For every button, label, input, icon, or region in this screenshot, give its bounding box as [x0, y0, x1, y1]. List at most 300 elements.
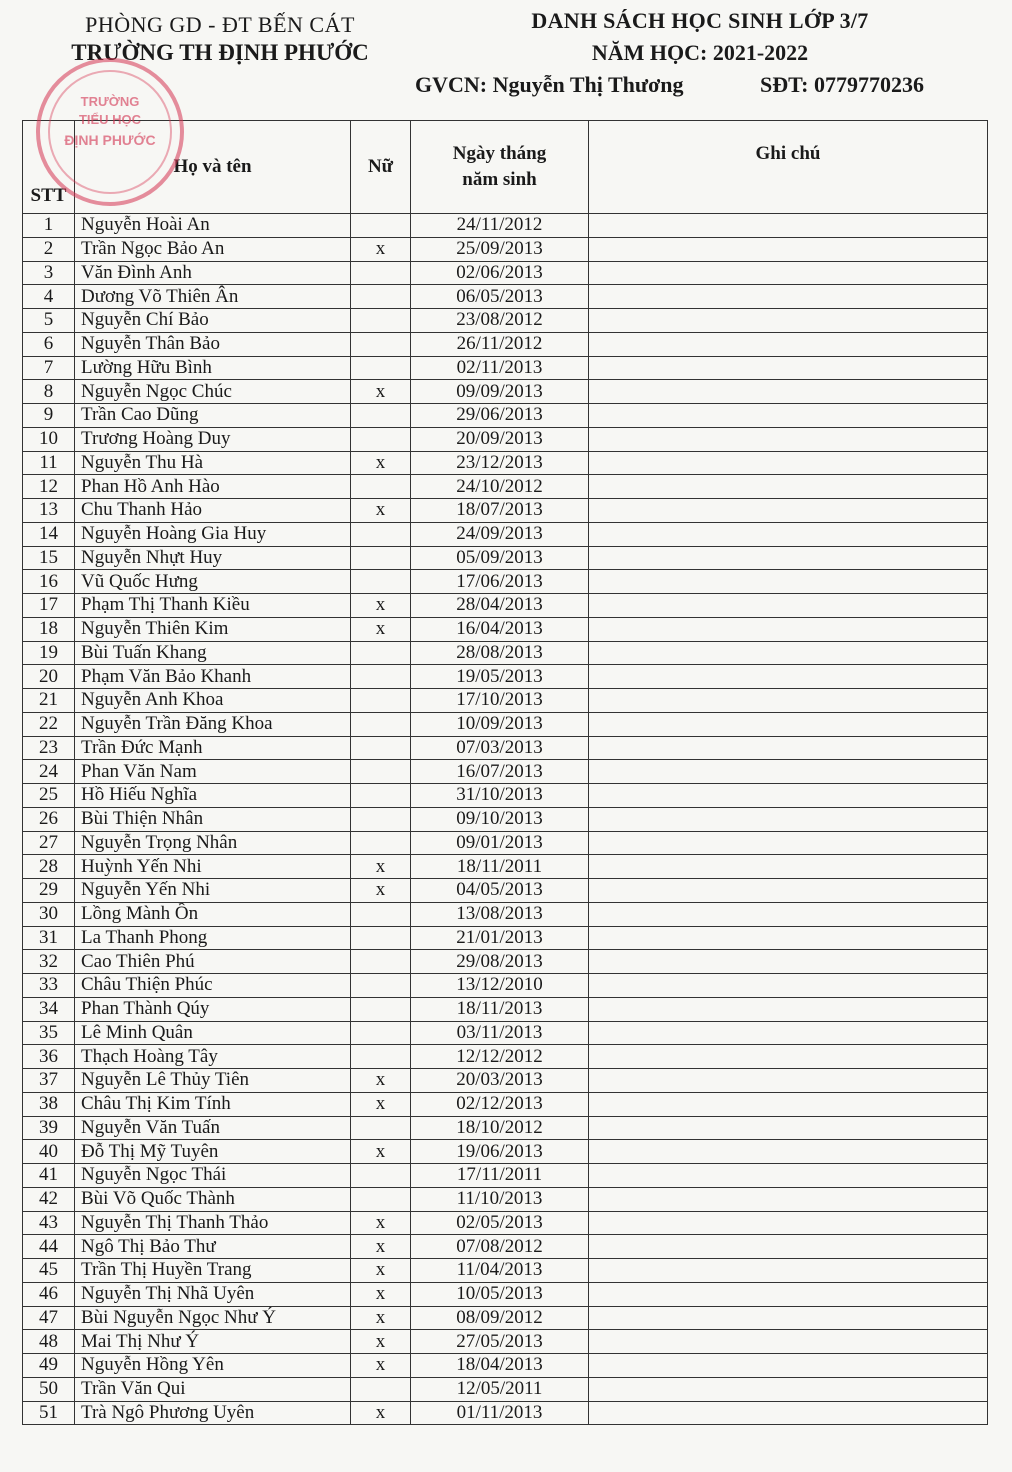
student-name: Bùi Võ Quốc Thành [75, 1187, 351, 1211]
student-female-mark [351, 1377, 411, 1401]
student-stt: 20 [23, 665, 75, 689]
student-name: Trương Hoàng Duy [75, 427, 351, 451]
table-row [23, 1140, 988, 1164]
student-note [589, 712, 988, 736]
student-female-mark: x [351, 855, 411, 879]
student-female-mark [351, 736, 411, 760]
student-note [589, 617, 988, 641]
student-female-mark [351, 214, 411, 238]
student-female-mark [351, 332, 411, 356]
school-year: NĂM HỌC: 2021-2022 [591, 40, 809, 65]
table-row [23, 712, 988, 736]
student-female-mark [351, 522, 411, 546]
student-female-mark [351, 926, 411, 950]
col-stt-header: STT [23, 121, 75, 214]
student-female-mark [351, 689, 411, 713]
student-stt: 15 [23, 546, 75, 570]
student-female-mark [351, 760, 411, 784]
student-note [589, 902, 988, 926]
student-note [589, 522, 988, 546]
table-row [23, 499, 988, 523]
student-stt: 22 [23, 712, 75, 736]
student-note [589, 214, 988, 238]
table-row [23, 594, 988, 618]
student-dob: 07/08/2012 [411, 1235, 589, 1259]
student-female-mark: x [351, 499, 411, 523]
student-female-mark: x [351, 1069, 411, 1093]
student-name: Nguyễn Thiên Kim [75, 617, 351, 641]
table-row [23, 309, 988, 333]
table-row [23, 974, 988, 998]
student-female-mark: x [351, 1306, 411, 1330]
student-dob: 01/11/2013 [411, 1401, 589, 1425]
student-name: Cao Thiên Phú [75, 950, 351, 974]
student-female-mark [351, 641, 411, 665]
student-note [589, 689, 988, 713]
student-dob: 18/10/2012 [411, 1116, 589, 1140]
student-name: Nguyễn Hồng Yên [75, 1354, 351, 1378]
student-stt: 27 [23, 831, 75, 855]
student-female-mark [351, 356, 411, 380]
table-row [23, 475, 988, 499]
table-row [23, 997, 988, 1021]
student-female-mark [351, 570, 411, 594]
student-note [589, 1092, 988, 1116]
student-stt: 17 [23, 594, 75, 618]
table-row [23, 1045, 988, 1069]
student-stt: 37 [23, 1069, 75, 1093]
table-row [23, 1306, 988, 1330]
student-note [589, 1377, 988, 1401]
table-row [23, 736, 988, 760]
student-stt: 30 [23, 902, 75, 926]
table-row [23, 1235, 988, 1259]
student-note [589, 879, 988, 903]
student-note [589, 1259, 988, 1283]
student-name: Nguyễn Thị Nhã Uyên [75, 1282, 351, 1306]
student-stt: 24 [23, 760, 75, 784]
student-female-mark: x [351, 617, 411, 641]
student-stt: 38 [23, 1092, 75, 1116]
student-name: Lồng Mành Ồn [75, 902, 351, 926]
student-stt: 8 [23, 380, 75, 404]
student-note [589, 1306, 988, 1330]
student-dob: 06/05/2013 [411, 285, 589, 309]
table-row [23, 1211, 988, 1235]
student-stt: 34 [23, 997, 75, 1021]
table-row [23, 1401, 988, 1425]
student-name: Phạm Thị Thanh Kiều [75, 594, 351, 618]
student-dob: 02/05/2013 [411, 1211, 589, 1235]
student-name: Chu Thanh Hảo [75, 499, 351, 523]
student-note [589, 570, 988, 594]
student-stt: 47 [23, 1306, 75, 1330]
student-name: Trần Cao Dũng [75, 404, 351, 428]
table-row [23, 831, 988, 855]
student-female-mark [351, 950, 411, 974]
table-row [23, 1164, 988, 1188]
table-row [23, 570, 988, 594]
student-note [589, 261, 988, 285]
student-dob: 20/09/2013 [411, 427, 589, 451]
student-note [589, 1282, 988, 1306]
student-name: Huỳnh Yến Nhi [75, 855, 351, 879]
student-stt: 5 [23, 309, 75, 333]
table-row [23, 356, 988, 380]
student-stt: 13 [23, 499, 75, 523]
student-name: La Thanh Phong [75, 926, 351, 950]
student-name: Văn Đình Anh [75, 261, 351, 285]
student-female-mark: x [351, 237, 411, 261]
table-row [23, 1116, 988, 1140]
student-dob: 24/11/2012 [411, 214, 589, 238]
student-note [589, 237, 988, 261]
student-name: Bùi Tuấn Khang [75, 641, 351, 665]
table-row [23, 237, 988, 261]
student-female-mark: x [351, 451, 411, 475]
student-name: Trần Văn Qui [75, 1377, 351, 1401]
student-name: Nguyễn Yến Nhi [75, 879, 351, 903]
table-row [23, 332, 988, 356]
student-note [589, 1140, 988, 1164]
student-dob: 28/08/2013 [411, 641, 589, 665]
student-stt: 50 [23, 1377, 75, 1401]
col-name-header: Họ và tên [75, 121, 351, 214]
student-female-mark [351, 1116, 411, 1140]
student-name: Vũ Quốc Hưng [75, 570, 351, 594]
student-note [589, 594, 988, 618]
student-name: Nguyễn Thị Thanh Thảo [75, 1211, 351, 1235]
student-female-mark: x [351, 1211, 411, 1235]
stamp-line3: ĐỊNH PHƯỚC [64, 132, 156, 148]
student-female-mark [351, 285, 411, 309]
student-name: Thạch Hoàng Tây [75, 1045, 351, 1069]
student-note [589, 499, 988, 523]
student-note [589, 309, 988, 333]
student-name: Nguyễn Văn Tuấn [75, 1116, 351, 1140]
student-name: Nguyễn Hoàng Gia Huy [75, 522, 351, 546]
table-row [23, 950, 988, 974]
student-dob: 10/05/2013 [411, 1282, 589, 1306]
student-female-mark [351, 807, 411, 831]
student-name: Châu Thị Kim Tính [75, 1092, 351, 1116]
student-dob: 29/08/2013 [411, 950, 589, 974]
student-name: Trần Thị Huyền Trang [75, 1259, 351, 1283]
table-row [23, 1330, 988, 1354]
student-dob: 17/11/2011 [411, 1164, 589, 1188]
col-note-header: Ghi chú [589, 121, 988, 214]
student-female-mark [351, 309, 411, 333]
student-note [589, 1045, 988, 1069]
student-stt: 32 [23, 950, 75, 974]
student-name: Lê Minh Quân [75, 1021, 351, 1045]
student-note [589, 950, 988, 974]
student-note [589, 807, 988, 831]
student-stt: 51 [23, 1401, 75, 1425]
header-left [40, 8, 400, 66]
student-note [589, 380, 988, 404]
student-stt: 42 [23, 1187, 75, 1211]
student-stt: 39 [23, 1116, 75, 1140]
student-note [589, 356, 988, 380]
student-stt: 14 [23, 522, 75, 546]
student-dob: 26/11/2012 [411, 332, 589, 356]
student-name: Nguyễn Thu Hà [75, 451, 351, 475]
table-row [23, 404, 988, 428]
student-female-mark [351, 546, 411, 570]
student-dob: 09/10/2013 [411, 807, 589, 831]
student-dob: 25/09/2013 [411, 237, 589, 261]
student-note [589, 831, 988, 855]
student-female-mark: x [351, 1140, 411, 1164]
student-female-mark: x [351, 1259, 411, 1283]
teacher-line [400, 72, 1000, 102]
teacher-name: GVCN: Nguyễn Thị Thương [415, 72, 684, 97]
table-row [23, 641, 988, 665]
student-stt: 4 [23, 285, 75, 309]
student-note [589, 427, 988, 451]
student-female-mark [351, 974, 411, 998]
student-note [589, 1211, 988, 1235]
student-dob: 23/12/2013 [411, 451, 589, 475]
table-row [23, 689, 988, 713]
table-row [23, 1021, 988, 1045]
student-dob: 02/11/2013 [411, 356, 589, 380]
document-title: DANH SÁCH HỌC SINH LỚP 3/7 [531, 8, 869, 33]
student-dob: 17/06/2013 [411, 570, 589, 594]
student-note [589, 1401, 988, 1425]
student-stt: 19 [23, 641, 75, 665]
table-row [23, 427, 988, 451]
student-dob: 31/10/2013 [411, 784, 589, 808]
table-row [23, 1187, 988, 1211]
student-note [589, 475, 988, 499]
student-note [589, 332, 988, 356]
student-dob: 27/05/2013 [411, 1330, 589, 1354]
student-dob: 11/10/2013 [411, 1187, 589, 1211]
student-stt: 1 [23, 214, 75, 238]
student-note [589, 404, 988, 428]
student-female-mark [351, 712, 411, 736]
table-row [23, 1069, 988, 1093]
teacher-phone: SĐT: 0779770236 [760, 72, 924, 97]
student-female-mark [351, 784, 411, 808]
student-dob: 04/05/2013 [411, 879, 589, 903]
student-dob: 21/01/2013 [411, 926, 589, 950]
student-dob: 29/06/2013 [411, 404, 589, 428]
student-dob: 11/04/2013 [411, 1259, 589, 1283]
student-dob: 24/10/2012 [411, 475, 589, 499]
table-row [23, 1377, 988, 1401]
student-note [589, 1354, 988, 1378]
student-female-mark [351, 1021, 411, 1045]
student-stt: 16 [23, 570, 75, 594]
student-note [589, 974, 988, 998]
table-row [23, 1282, 988, 1306]
student-stt: 41 [23, 1164, 75, 1188]
student-name: Trần Ngọc Bảo An [75, 237, 351, 261]
student-note [589, 926, 988, 950]
student-dob: 17/10/2013 [411, 689, 589, 713]
table-row [23, 879, 988, 903]
student-stt: 48 [23, 1330, 75, 1354]
student-name: Bùi Nguyễn Ngọc Như Ý [75, 1306, 351, 1330]
student-stt: 26 [23, 807, 75, 831]
table-row [23, 902, 988, 926]
student-dob: 07/03/2013 [411, 736, 589, 760]
student-name: Nguyễn Lê Thủy Tiên [75, 1069, 351, 1093]
student-dob: 08/09/2012 [411, 1306, 589, 1330]
student-stt: 46 [23, 1282, 75, 1306]
table-row [23, 807, 988, 831]
student-rows [23, 214, 988, 1425]
department-name: PHÒNG GD - ĐT BẾN CÁT [85, 12, 355, 37]
student-note [589, 285, 988, 309]
student-female-mark [351, 475, 411, 499]
student-stt: 11 [23, 451, 75, 475]
student-name: Lường Hữu Bình [75, 356, 351, 380]
student-dob: 19/06/2013 [411, 1140, 589, 1164]
student-name: Đỗ Thị Mỹ Tuyên [75, 1140, 351, 1164]
student-name: Nguyễn Anh Khoa [75, 689, 351, 713]
table-row [23, 1092, 988, 1116]
col-dob-header-line1: Ngày tháng [452, 143, 547, 164]
school-name: TRƯỜNG TH ĐỊNH PHƯỚC [71, 40, 369, 65]
table-row [23, 617, 988, 641]
student-name: Ngô Thị Bảo Thư [75, 1235, 351, 1259]
student-female-mark: x [351, 594, 411, 618]
student-dob: 13/12/2010 [411, 974, 589, 998]
student-stt: 7 [23, 356, 75, 380]
table-row [23, 926, 988, 950]
student-female-mark: x [351, 1330, 411, 1354]
student-name: Trà Ngô Phương Uyên [75, 1401, 351, 1425]
student-stt: 23 [23, 736, 75, 760]
student-name: Phan Hồ Anh Hào [75, 475, 351, 499]
student-name: Phan Văn Nam [75, 760, 351, 784]
student-note [589, 546, 988, 570]
student-name: Trần Đức Mạnh [75, 736, 351, 760]
student-dob: 02/12/2013 [411, 1092, 589, 1116]
student-dob: 18/04/2013 [411, 1354, 589, 1378]
stamp-line2: TIỂU HỌC [78, 112, 142, 127]
student-dob: 09/09/2013 [411, 380, 589, 404]
student-dob: 05/09/2013 [411, 546, 589, 570]
table-row [23, 784, 988, 808]
student-dob: 19/05/2013 [411, 665, 589, 689]
student-name: Phan Thành Qúy [75, 997, 351, 1021]
student-name: Nguyễn Ngọc Thái [75, 1164, 351, 1188]
student-female-mark: x [351, 1401, 411, 1425]
student-table [22, 120, 988, 1425]
student-name: Nguyễn Thân Bảo [75, 332, 351, 356]
student-stt: 25 [23, 784, 75, 808]
table-header-row [23, 121, 988, 214]
student-stt: 45 [23, 1259, 75, 1283]
student-female-mark [351, 1164, 411, 1188]
student-dob: 09/01/2013 [411, 831, 589, 855]
col-dob-header [411, 121, 589, 214]
student-note [589, 641, 988, 665]
student-dob: 02/06/2013 [411, 261, 589, 285]
student-female-mark: x [351, 1092, 411, 1116]
table-row [23, 285, 988, 309]
student-female-mark: x [351, 380, 411, 404]
table-row [23, 214, 988, 238]
student-stt: 12 [23, 475, 75, 499]
student-note [589, 1330, 988, 1354]
table-row [23, 546, 988, 570]
student-stt: 21 [23, 689, 75, 713]
student-stt: 2 [23, 237, 75, 261]
student-dob: 13/08/2013 [411, 902, 589, 926]
student-female-mark: x [351, 1282, 411, 1306]
student-dob: 24/09/2013 [411, 522, 589, 546]
student-dob: 18/11/2013 [411, 997, 589, 1021]
student-note [589, 736, 988, 760]
student-female-mark: x [351, 879, 411, 903]
student-note [589, 997, 988, 1021]
student-note [589, 855, 988, 879]
student-stt: 40 [23, 1140, 75, 1164]
student-female-mark [351, 902, 411, 926]
student-female-mark [351, 1187, 411, 1211]
student-female-mark [351, 1045, 411, 1069]
student-dob: 10/09/2013 [411, 712, 589, 736]
student-stt: 31 [23, 926, 75, 950]
table-row [23, 451, 988, 475]
student-dob: 12/05/2011 [411, 1377, 589, 1401]
student-female-mark [351, 831, 411, 855]
student-female-mark [351, 404, 411, 428]
student-stt: 3 [23, 261, 75, 285]
student-name: Nguyễn Ngọc Chúc [75, 380, 351, 404]
student-name: Phạm Văn Bảo Khanh [75, 665, 351, 689]
student-note [589, 1164, 988, 1188]
student-name: Nguyễn Nhựt Huy [75, 546, 351, 570]
header-right [400, 6, 1000, 102]
student-dob: 12/12/2012 [411, 1045, 589, 1069]
student-note [589, 1021, 988, 1045]
student-dob: 16/07/2013 [411, 760, 589, 784]
student-note [589, 760, 988, 784]
student-stt: 10 [23, 427, 75, 451]
student-name: Hồ Hiếu Nghĩa [75, 784, 351, 808]
student-stt: 28 [23, 855, 75, 879]
student-dob: 28/04/2013 [411, 594, 589, 618]
student-note [589, 1116, 988, 1140]
table-row [23, 1259, 988, 1283]
student-dob: 18/11/2011 [411, 855, 589, 879]
table-row [23, 1354, 988, 1378]
table-row [23, 855, 988, 879]
student-note [589, 1235, 988, 1259]
stamp-line1: TRƯỜNG [80, 94, 140, 109]
student-name: Nguyễn Hoài An [75, 214, 351, 238]
student-stt: 43 [23, 1211, 75, 1235]
student-dob: 18/07/2013 [411, 499, 589, 523]
table-row [23, 261, 988, 285]
student-stt: 36 [23, 1045, 75, 1069]
table-row [23, 760, 988, 784]
student-name: Nguyễn Chí Bảo [75, 309, 351, 333]
student-female-mark [351, 665, 411, 689]
student-stt: 49 [23, 1354, 75, 1378]
student-female-mark [351, 427, 411, 451]
student-note [589, 665, 988, 689]
student-name: Nguyễn Trọng Nhân [75, 831, 351, 855]
table-row [23, 522, 988, 546]
